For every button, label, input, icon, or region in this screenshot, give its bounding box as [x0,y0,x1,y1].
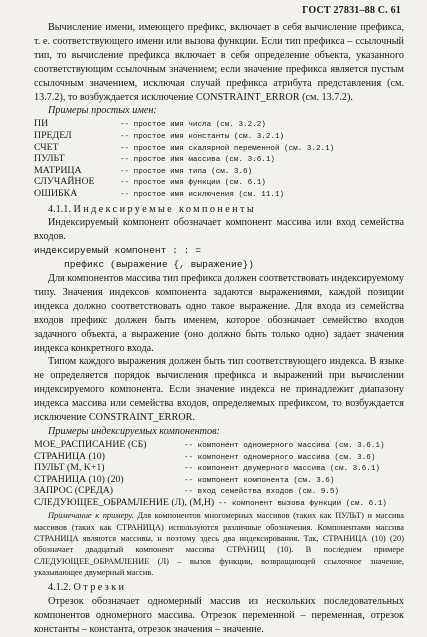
example-comment: -- компонент двумерного массива (см. 3.6.1) [184,465,380,474]
list-item [34,153,404,165]
list-item [34,462,404,474]
paragraph-name-evaluation: Вычисление имени, имеющего префикс, включает в себя вычисление префикса, т. е. соответствующего имени или вызова функции. Если тип префикса – ссылочный тип, то вычисление префикса включает в себя определение объекта, указанного соответствующим ссылочным значением; если значение префикса является пустым ссылочным значением, исключая случай префикса атрибута представления (см. 13.7.2), то возбуждается исключение CONSTRAINT_ERROR (см. 13.7.2). [34,22,404,103]
section-title: Индексируемые компоненты [73,203,257,215]
note-lead: Примечание к примеру. [48,511,134,521]
example-name: ОШИБКА [34,187,78,199]
section-heading-indexed-components [34,203,404,217]
list-item [34,176,404,188]
example-name: ПИ [34,118,49,130]
example-name: СТРАНИЦА (10) (20) [34,473,124,485]
example-name: СЛУЧАЙНОЕ [34,176,95,188]
paragraph-slice-definition: Отрезок обозначает одномерный массив из нескольких последовательных компонентов одномерного массива. Отрезок переменной – переменная, отрезок константы – константа, отрезок значения – значение. [34,596,404,635]
page-header: ГОСТ 27831–88 С. 61 [302,5,401,16]
example-name: ПУЛЬТ (M, K+1) [34,462,105,474]
paragraph-indexed-definition: Индексируемый компонент обозначает компонент массива или вход семейства входов. [34,217,404,243]
page-body [34,21,404,637]
examples-simple-names-list [34,118,404,199]
example-comment: -- вход семейства входов (см. 9.5) [184,488,339,497]
example-comment: -- простое имя типа (см. 3.6) [120,167,253,176]
list-item [34,165,404,177]
grammar-line: индексируемый компонент : : = [34,245,201,257]
example-comment: -- компонент вызова функции (см. 6.1) [218,499,387,508]
example-name: ПРЕДЕЛ [34,129,72,141]
example-name: ЗАПРОС (СРЕДА) [34,485,114,497]
example-comment: -- простое имя скалярной переменной (см. 3.2.1) [120,144,335,153]
section-heading-slices [34,581,404,595]
list-item [34,118,404,130]
note-text: Для компонентов многомерных массивов (таких как ПУЛЬТ) и массива массивов (таких как СТРАНИЦА) используются различные обозначения. Компонентами массива СТРАНИЦА являются массивы, и поэтому здесь два индексирования. Так, СТРАНИЦА (10) (20) обозначает двадцатый компонент массива СТРАНИЦ (10). В последнем примере СЛЕДУЮЩЕЕ_ОБРАМЛЕНИЕ (Л) – вызов функции, возвращающей ссылочное значение, указывающее двумерный массив. [34,511,404,577]
grammar-line: префикс (выражение {, выражение}) [64,259,254,271]
list-item [34,439,404,451]
example-comment: -- простое имя константы (см. 3.2.1) [120,132,285,141]
list-item [34,485,404,497]
example-note [34,510,404,578]
example-comment: -- простое имя числа (см. 3.2.2) [120,121,266,130]
section-number: 4.1.1. [48,203,71,215]
section-title: Отрезки [73,582,127,594]
list-item [34,188,404,200]
example-comment: -- компонент одномерного массива (см. 3.6.1) [184,441,385,450]
example-comment: -- простое имя функции (см. 6.1) [120,179,266,188]
list-item [34,451,404,463]
examples-simple-names-title: Примеры простых имен: [48,105,157,117]
example-name: МОЕ_РАСПИСАНИЕ (СБ) [34,438,147,450]
list-item [34,497,404,509]
paragraph-evaluation-order: Типом каждого выражения должен быть тип соответствующего индекса. В языке не определяется порядок вычисления префикса и выражений при вычислении индексируемого компонента. Если значение индекса не принадлежит диапазону индекса массива или семейства входов, определяемых префиксом, то возбуждается исключение CONSTRAINT_ERROR. [34,356,404,424]
grammar-rule [34,244,404,272]
list-item [34,130,404,142]
examples-indexed-title: Примеры индексируемых компонентов: [48,426,220,437]
example-name: СЧЕТ [34,141,59,153]
example-name: МАТРИЦА [34,164,82,176]
examples-indexed-list [34,439,404,509]
example-comment: -- простое имя массива (см. 3.6.1) [120,156,275,165]
list-item [34,142,404,154]
paragraph-index-types: Для компонентов массива тип префикса должен соответствовать индексируемому типу. Значения индексов компонента задаются выражениями, каждой позиции индекса должно соответствовать одно такое выражение. Для входа из семейства входов префикс должен быть именем, которое обозначает семейство входов задачного объекта, а выражение (оно должно быть только одно) задает значения индекса конкретного входа. [34,273,404,354]
example-name: СЛЕДУЮЩЕЕ_ОБРАМЛЕНИЕ (Л), (M,H) [34,496,215,508]
section-number: 4.1.2. [48,582,71,594]
example-comment: -- компонент компонента (см. 3.6) [184,476,335,485]
example-name: СТРАНИЦА (10) [34,450,105,462]
example-comment: -- компонент одномерного массива (см. 3.6) [184,453,376,462]
example-comment: -- простое имя исключения (см. 11.1) [120,190,285,199]
example-name: ПУЛЬТ [34,153,65,165]
